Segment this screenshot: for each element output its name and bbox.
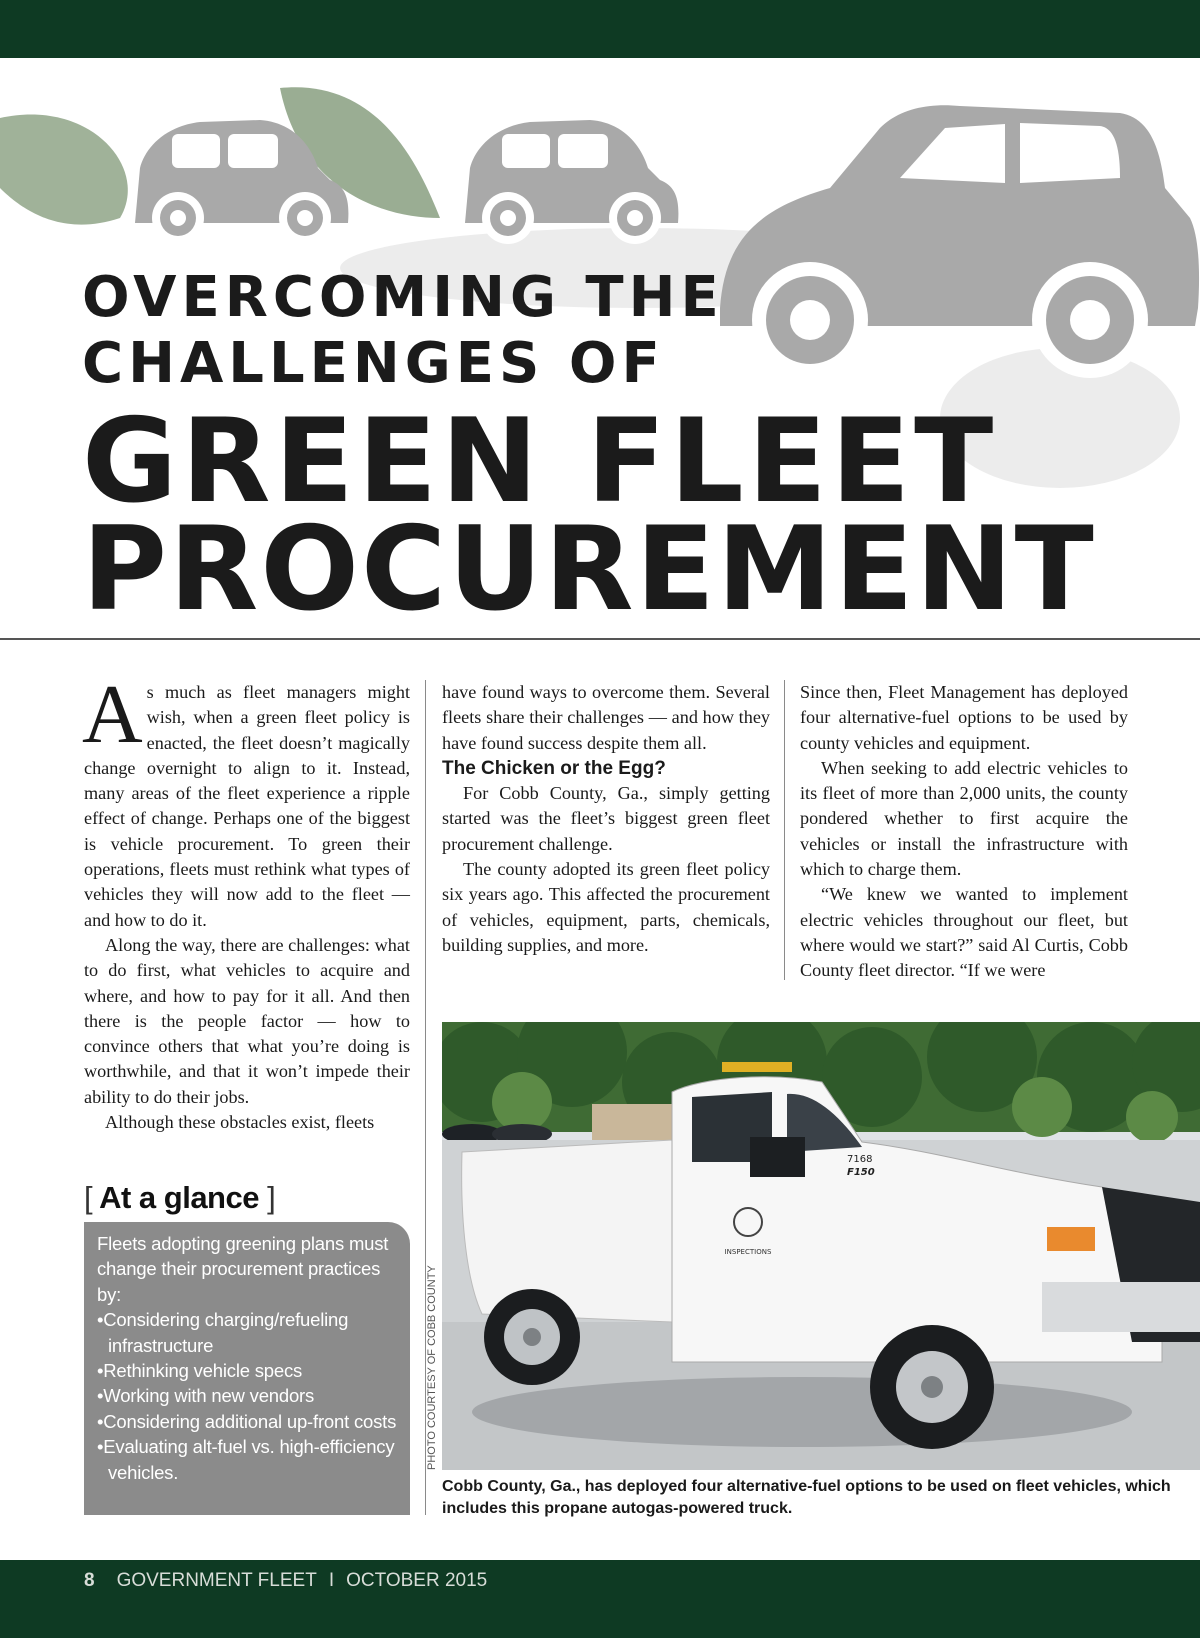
article-paragraph: For Cobb County, Ga., simply getting started was the fleet’s biggest green fleet procurement challenge. [442, 783, 770, 854]
top-banner [0, 0, 1200, 58]
section-subhead: The Chicken or the Egg? [442, 757, 666, 779]
headline-line-2: CHALLENGES OF [82, 331, 665, 396]
sidebar-intro: Fleets adopting greening plans must change their procurement practices by: [97, 1233, 389, 1305]
list-item: •Evaluating alt-fuel vs. high-efficiency vehicles. [97, 1436, 395, 1483]
publication-name: GOVERNMENT FLEET [116, 1570, 317, 1591]
article-paragraph: “We knew we wanted to implement electric vehicles throughout our fleet, but where would we start?” said Al Curtis, Cobb County fleet director. “If we were [800, 884, 1128, 981]
issue-date: OCTOBER 2015 [346, 1570, 488, 1591]
article-paragraph: Although these obstacles exist, fleets [105, 1112, 375, 1133]
headline-line-4: PROCUREMENT [82, 502, 1096, 637]
drop-cap: A [82, 668, 143, 761]
headline [82, 265, 1182, 637]
article-column-3 [800, 680, 1128, 984]
truck-model: F150 [847, 1167, 875, 1178]
article-paragraph: Since then, Fleet Management has deployed four alternative-fuel options to be used by county vehicles and equipment. [800, 682, 1128, 753]
article-column-1 [82, 668, 410, 1135]
article-paragraph: When seeking to add electric vehicles to its fleet of more than 2,000 units, the county pondered whether to first acquire the vehicles or install the infrastructure with which to charge them. [800, 757, 1128, 880]
truck-photo [442, 1022, 1200, 1470]
article-column-2 [442, 680, 770, 958]
headline-line-1: OVERCOMING THE [82, 265, 724, 330]
door-label: INSPECTIONS [724, 1248, 772, 1256]
list-item: •Considering charging/refueling infrastructure [97, 1309, 349, 1356]
folio-separator: I [328, 1570, 335, 1591]
section-divider [0, 638, 1200, 640]
article-paragraph: The county adopted its green fleet policy six years ago. This affected the procurement of vehicles, equipment, parts, chemicals, building supplies, and more. [442, 859, 770, 955]
at-a-glance-box [84, 1222, 410, 1515]
footer-folio [84, 1570, 487, 1592]
article-paragraph: Along the way, there are challenges: what to do first, what vehicles to acquire and where, and how to pay for it all. And then there is the people factor — how to convince others that what you’re doing is worthwhile, and that it won’t impede their ability to do their jobs. [84, 934, 410, 1107]
headline-line-3: GREEN FLEET [82, 394, 998, 529]
truck-number: 7168 [847, 1154, 873, 1165]
page-number: 8 [84, 1570, 95, 1591]
leaf-icon [0, 114, 128, 224]
car-icon [465, 120, 678, 244]
sidebar-list [97, 1307, 398, 1485]
article-paragraph: s much as fleet managers might wish, when a green fleet policy is enacted, the fleet doesn’t magically change overnight to align to it. Instead, many areas of the fleet experience a ripple effect of change. Perhaps one of the biggest is vehicle procurement. To green their operations, fleets must rethink what types of vehicles they will now add to the fleet — and how to do it. [84, 682, 410, 930]
column-divider [784, 680, 785, 980]
list-item: •Rethinking vehicle specs [97, 1360, 303, 1382]
list-item: •Working with new vendors [97, 1385, 315, 1407]
article-paragraph: have found ways to overcome them. Several fleets share their challenges — and how they have found success despite them all. [442, 682, 770, 753]
list-item: •Considering additional up-front costs [97, 1410, 397, 1432]
photo-caption: Cobb County, Ga., has deployed four alternative-fuel options to be used on fleet vehicles, which includes this propane autogas-powered truck. [442, 1478, 1171, 1517]
sidebar-title: [ At a glance ] [84, 1180, 276, 1215]
photo-credit: PHOTO COURTESY OF COBB COUNTY [426, 1265, 438, 1470]
